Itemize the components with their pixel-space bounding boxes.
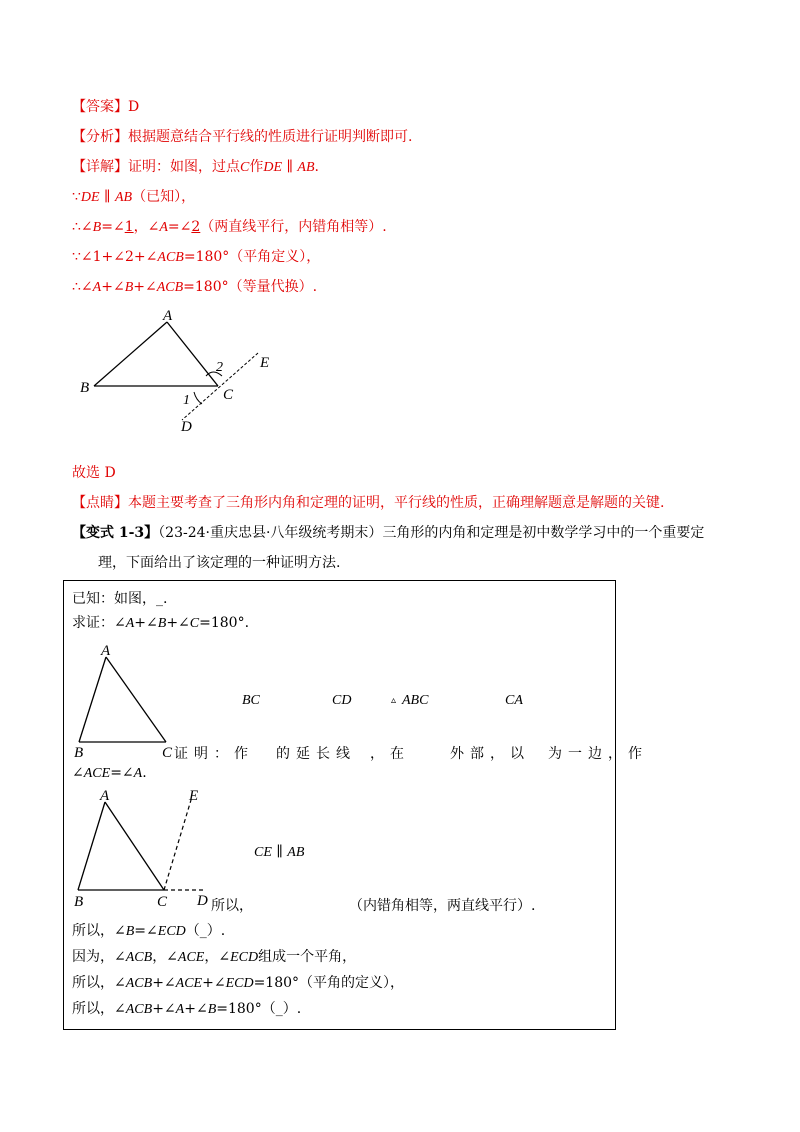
- step3-expr: ∠1+∠2+∠: [80, 249, 158, 265]
- detail-tag: 【详解】: [72, 159, 128, 175]
- box-so2: [72, 921, 225, 942]
- so2-eq: =∠: [134, 923, 158, 939]
- fig3-segment-ac: [105, 802, 164, 890]
- variant-tag: 【变式 1-3】: [72, 525, 159, 541]
- step3-reason: （平角定义），: [229, 249, 321, 265]
- box-proof-line: [174, 744, 648, 764]
- ce-ab-ce: CE: [254, 845, 272, 860]
- ce-ab-par: ∥: [271, 844, 288, 860]
- step4-acb: ACB: [156, 280, 184, 295]
- step1-line: [72, 187, 195, 208]
- so3-p2: +∠: [202, 975, 226, 991]
- fig3-label-d: D: [197, 893, 208, 909]
- step4-val: =180°: [183, 279, 229, 295]
- detail-ab: AB: [297, 160, 315, 175]
- fig1-label-c: C: [223, 387, 234, 403]
- analysis-line: [72, 127, 412, 147]
- so4-pre: 所以，∠: [72, 1001, 126, 1017]
- box-prove-val: =180°.: [199, 615, 250, 631]
- analysis-text: 根据题意结合平行线的性质进行证明判断即可.: [128, 129, 413, 145]
- segment-ba: [94, 322, 167, 386]
- so2-end: （_）.: [185, 923, 226, 939]
- comment-tag: 【点睛】: [72, 495, 128, 511]
- step2-sym: ∴: [72, 219, 81, 235]
- fig3-segment-ab: [78, 802, 105, 890]
- variant-line1: [72, 523, 704, 543]
- conclusion-text: 故选 D: [72, 465, 116, 481]
- fig2-segment-ac: [106, 657, 166, 742]
- fig1-label-a: A: [163, 308, 173, 324]
- fig2-segment-ab: [79, 657, 106, 742]
- because-c1: ，∠: [152, 949, 178, 965]
- step4-a: A: [92, 280, 102, 295]
- because-ace: ACE: [177, 950, 205, 965]
- box-so1: [211, 896, 535, 916]
- step2-a: A: [159, 220, 168, 235]
- so2-b: B: [125, 924, 135, 939]
- detail-line: [72, 157, 319, 178]
- box-prove-a: A: [125, 616, 135, 631]
- fig1-label-b: B: [80, 380, 90, 396]
- angle-arc-1: [194, 392, 202, 404]
- detail-parallel: ∥: [282, 159, 298, 175]
- fig1-label-d: D: [181, 419, 192, 435]
- figure-triangle-extension: [70, 786, 220, 916]
- analysis-tag: 【分析】: [72, 129, 128, 145]
- box-known-text: 已知：如图，_.: [72, 591, 168, 607]
- fig2-label-a: A: [101, 643, 111, 659]
- step2-eq2: =∠: [167, 219, 192, 235]
- variant-text1: 三角形的内角和定理是初中数学学习中的一个重要定: [382, 525, 705, 541]
- comment-line: [72, 493, 664, 513]
- because-end: 组成一个平角，: [258, 949, 357, 965]
- float-bc: BC: [242, 693, 260, 708]
- box-prove-p1: +∠: [134, 615, 158, 631]
- figure-triangle-parallel: [70, 300, 290, 440]
- proof-t1: 证明：作: [174, 746, 254, 762]
- step4-sym: ∴: [72, 279, 81, 295]
- ace-p2: =∠: [110, 765, 134, 781]
- ce-ab-ab: AB: [287, 845, 305, 860]
- because-acb: ACB: [125, 950, 153, 965]
- step4-p1: ∠: [80, 279, 93, 295]
- fig3-label-e: E: [189, 788, 199, 804]
- so4-val: =180°: [216, 1001, 262, 1017]
- detail-text-pre: 证明：如图，过点: [128, 159, 240, 175]
- so1-reason: （内错角相等，两直线平行）.: [349, 898, 536, 914]
- float-triangle-symbol: ▵: [391, 695, 397, 706]
- so4-p1: +∠: [152, 1001, 176, 1017]
- so3-pre: 所以，∠: [72, 975, 126, 991]
- step3-acb: ACB: [157, 250, 184, 265]
- angle-symbol: ∠: [80, 219, 93, 235]
- comment-text: 本题主要考查了三角形内角和定理的证明，平行线的性质，正确理解题意是解题的关键.: [128, 495, 665, 511]
- segment-ac: [167, 322, 218, 386]
- so3-p1: +∠: [152, 975, 176, 991]
- ace-p1: ∠: [72, 765, 84, 781]
- so3-ace: ACE: [175, 976, 203, 991]
- box-so4: [72, 999, 301, 1020]
- step1-par: ∥: [99, 189, 115, 205]
- box-known: [72, 589, 167, 609]
- step2-b: B: [92, 220, 102, 235]
- fig1-label-e: E: [260, 355, 270, 371]
- box-prove-c: C: [189, 616, 200, 631]
- answer-tag: 【答案】: [72, 99, 128, 115]
- so3-ecd: ECD: [225, 976, 254, 991]
- box-prove: [72, 613, 249, 634]
- so4-end: （_）.: [261, 1001, 302, 1017]
- box-prove-b: B: [157, 616, 167, 631]
- ace-ace: ACE: [83, 766, 111, 781]
- figure-triangle-abc: [70, 639, 180, 759]
- answer-line: [72, 97, 139, 117]
- so1-pre: 所以，: [211, 898, 253, 914]
- float-ca: CA: [505, 693, 523, 708]
- so4-b: B: [207, 1002, 217, 1017]
- step4-line: [72, 277, 317, 298]
- so3-val: =180°: [253, 975, 300, 991]
- proof-t2: 的延长线: [276, 746, 356, 762]
- proof-t5: 为一边，作: [548, 746, 648, 762]
- proof-t4: 外部，以: [450, 746, 530, 762]
- box-prove-p2: +∠: [166, 615, 190, 631]
- fig1-label-2: 2: [216, 360, 223, 375]
- proof-t3: ，在: [370, 746, 410, 762]
- step4-reason: （等量代换）.: [228, 279, 318, 295]
- box-ce-ab: [254, 842, 304, 863]
- step4-p2: +∠: [101, 279, 125, 295]
- so4-a: A: [175, 1002, 185, 1017]
- detail-text-mid: 作: [249, 159, 264, 175]
- fig3-label-c: C: [157, 894, 168, 910]
- so2-ecd: ECD: [157, 924, 186, 939]
- step2-reason: （两直线平行，内错角相等）.: [200, 219, 387, 235]
- so4-acb: ACB: [125, 1002, 153, 1017]
- box-prove-pre: 求证：∠: [72, 615, 126, 631]
- answer-value: D: [128, 99, 140, 115]
- step1-ab: AB: [114, 190, 133, 205]
- fig3-label-b: B: [74, 894, 84, 910]
- detail-de: DE: [263, 160, 283, 175]
- float-abc: ABC: [402, 693, 429, 708]
- ace-end: .: [142, 765, 147, 781]
- step4-b: B: [124, 280, 134, 295]
- step1-de: DE: [80, 190, 100, 205]
- float-cd: CD: [332, 693, 352, 708]
- because-pre: 因为，∠: [72, 949, 126, 965]
- so3-acb: ACB: [125, 976, 153, 991]
- step2-sep: ，∠: [133, 219, 160, 235]
- box-so3: [72, 973, 404, 994]
- so2-pre: 所以，∠: [72, 923, 126, 939]
- step3-sym: ∵: [72, 249, 81, 265]
- step3-line: [72, 247, 320, 268]
- step3-val: =180°: [183, 249, 230, 265]
- step2-n1: 1: [124, 219, 134, 235]
- box-ace-line: [72, 763, 147, 784]
- fig3-dashed-ce: [164, 800, 191, 890]
- because-c2: ，∠: [204, 949, 231, 965]
- step4-p3: +∠: [133, 279, 157, 295]
- so3-reason: （平角的定义），: [299, 975, 405, 991]
- step1-reason: （已知），: [132, 189, 196, 205]
- step2-n2: 2: [191, 219, 201, 235]
- fig2-label-b: B: [74, 745, 84, 759]
- detail-point-c: C: [240, 160, 250, 175]
- detail-end: .: [314, 159, 319, 175]
- variant-line2: [98, 553, 340, 573]
- step1-sym: ∵: [72, 189, 81, 205]
- step2-line: [72, 217, 387, 238]
- ace-a: A: [133, 766, 143, 781]
- conclusion-line: [72, 463, 116, 483]
- step2-eq1: =∠: [101, 219, 125, 235]
- so4-p2: +∠: [184, 1001, 208, 1017]
- fig2-label-c: C: [162, 745, 173, 759]
- fig1-label-1: 1: [183, 393, 190, 408]
- box-because: [72, 947, 356, 968]
- proof-box: [63, 580, 648, 1030]
- because-ecd: ECD: [230, 950, 259, 965]
- variant-source: （23-24·重庆忠县·八年级统考期末）: [158, 525, 383, 541]
- variant-text2: 理，下面给出了该定理的一种证明方法.: [98, 555, 341, 571]
- fig3-label-a: A: [100, 788, 110, 804]
